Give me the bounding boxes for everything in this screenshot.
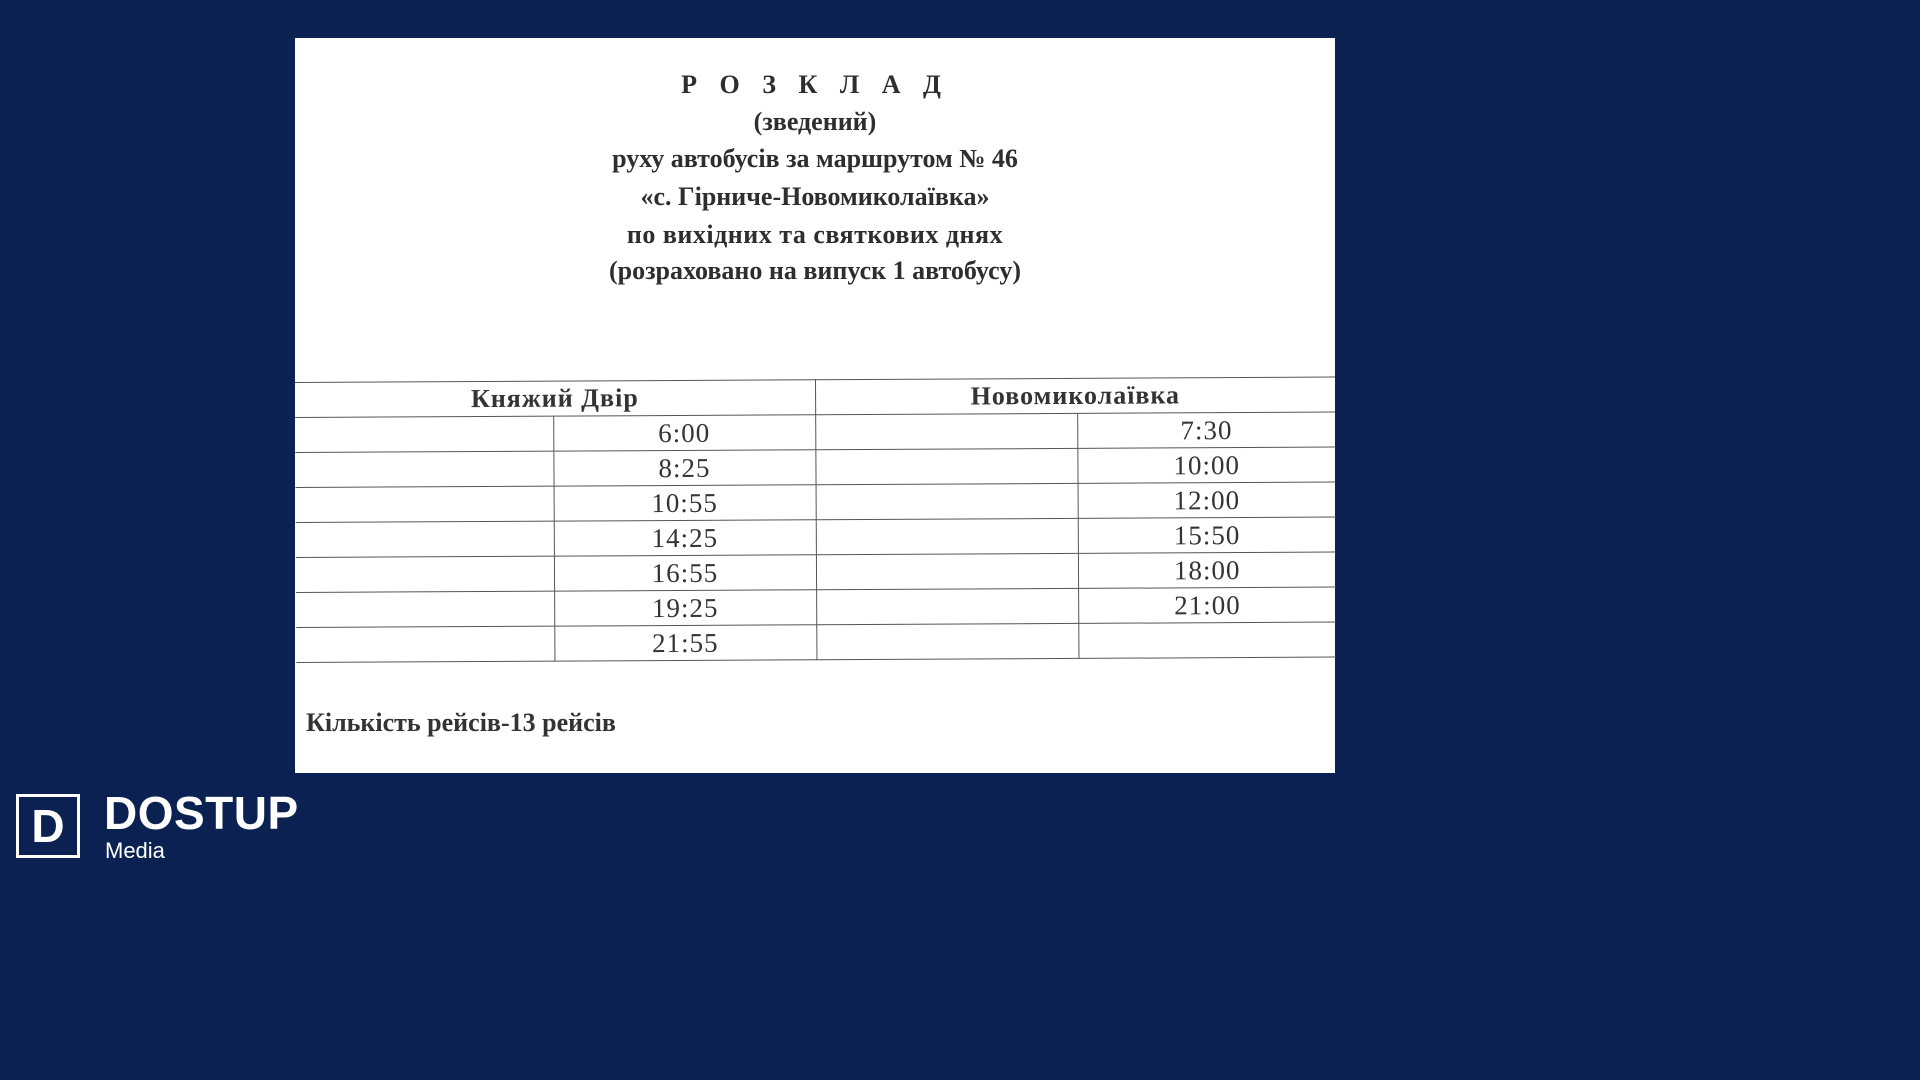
logo-name: DOSTUP [104, 787, 299, 839]
departure-left: 19:25 [554, 590, 816, 626]
departure-left: 21:55 [554, 625, 816, 661]
empty-cell [816, 483, 1078, 519]
empty-cell [296, 521, 554, 557]
empty-cell [816, 518, 1078, 554]
days-line: по вихідних та святкових днях [626, 220, 1004, 249]
table-row [296, 587, 1336, 627]
route-line: руху автобусів за маршрутом № 46 [612, 144, 1018, 173]
header-novomykolaivka: Новомиколаївка [815, 377, 1335, 415]
table-header-row [295, 377, 1335, 417]
empty-cell [296, 591, 554, 627]
departure-left: 14:25 [554, 520, 816, 556]
departure-left: 16:55 [554, 555, 816, 591]
departure-left: 8:25 [553, 450, 815, 486]
departure-right: 10:00 [1077, 447, 1335, 483]
logo-subtitle: Media [105, 838, 165, 863]
departure-left: 10:55 [554, 485, 816, 521]
trip-count-note: Кількість рейсів-13 рейсів [306, 708, 616, 737]
empty-cell [295, 451, 553, 487]
table-row [296, 552, 1336, 592]
departure-right: 12:00 [1078, 482, 1336, 518]
empty-cell [816, 553, 1078, 589]
document-title: Р О З К Л А Д [681, 70, 949, 99]
departure-right: 18:00 [1078, 552, 1336, 588]
route-name: «с. Гірниче-Новомиколаївка» [640, 182, 990, 211]
departure-right [1078, 622, 1336, 658]
document-subtitle: (зведений) [753, 107, 877, 136]
empty-cell [295, 416, 553, 452]
table-row [296, 622, 1336, 662]
table-row [296, 517, 1336, 557]
table-row [295, 447, 1335, 487]
empty-cell [815, 448, 1077, 484]
departure-left: 6:00 [553, 415, 815, 451]
schedule-table [295, 377, 1336, 663]
departure-right: 15:50 [1078, 517, 1336, 553]
departure-right: 21:00 [1078, 587, 1336, 623]
header-knyazhyi-dvir: Княжий Двір [295, 380, 815, 418]
table-row [295, 412, 1335, 452]
empty-cell [816, 588, 1078, 624]
empty-cell [815, 413, 1077, 449]
empty-cell [296, 556, 554, 592]
dostup-media-logo [16, 787, 316, 866]
departure-right: 7:30 [1077, 412, 1335, 448]
note-line: (розраховано на випуск 1 автобусу) [608, 256, 1021, 285]
empty-cell [296, 626, 554, 662]
logo-d-icon: D [16, 794, 80, 858]
table-row [296, 482, 1336, 522]
schedule-document [295, 38, 1335, 773]
empty-cell [296, 486, 554, 522]
empty-cell [816, 623, 1078, 659]
